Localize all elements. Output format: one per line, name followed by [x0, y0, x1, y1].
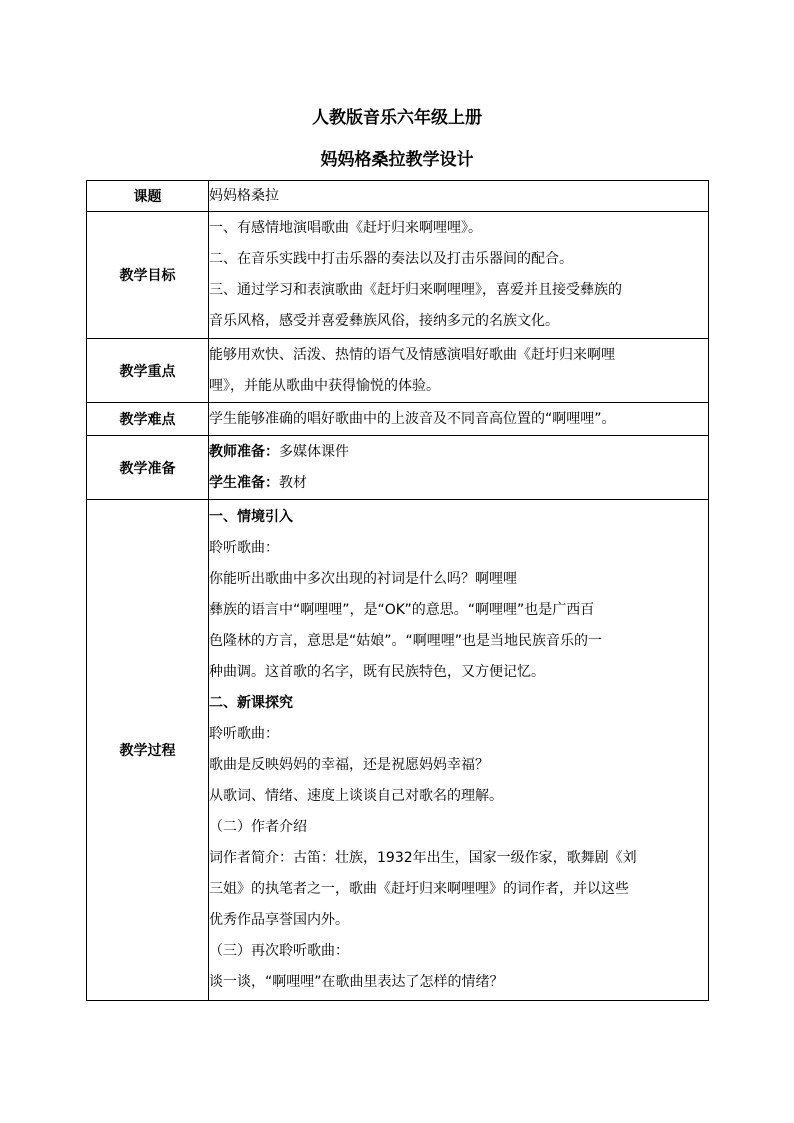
difficulties-label: 教学难点	[87, 403, 209, 436]
topic-value: 妈妈格桑拉	[209, 187, 279, 204]
student-preparation-value: 教材	[279, 474, 307, 491]
process-line: 三姐》的执笔者之一，歌曲《赶圩归来啊哩哩》的词作者，并以这些	[209, 881, 629, 897]
objective-line: 音乐风格，感受并喜爱彝族风俗，接纳多元的名族文化。	[209, 313, 559, 329]
objective-line: 二、在音乐实践中打击乐器的奏法以及打击乐器间的配合。	[209, 251, 573, 267]
objective-line: 三、通过学习和表演歌曲《赶圩归来啊哩哩》，喜爱并且接受彝族的	[209, 282, 622, 298]
student-preparation-label: 学生准备：	[209, 474, 279, 491]
difficulties-cell	[209, 403, 709, 436]
teacher-preparation-label: 教师准备：	[209, 443, 279, 460]
key-points-label: 教学重点	[87, 339, 209, 403]
process-line: 谈一谈，“啊哩哩”在歌曲里表达了怎样的情绪？	[209, 974, 504, 990]
teacher-preparation-value: 多媒体课件	[279, 443, 349, 460]
document-title: 人教版音乐六年级上册	[312, 108, 482, 128]
process-line: 优秀作品享誉国内外。	[209, 912, 349, 928]
section-heading: 一、情境引入	[209, 509, 293, 525]
process-cell	[209, 500, 709, 1001]
process-line: （二）作者介绍	[209, 819, 307, 835]
process-line: 你能听出歌曲中多次出现的衬词是什么吗？啊哩哩	[209, 571, 517, 587]
process-line: 彝族的语言中“啊哩哩”，是“OK”的意思。“啊哩哩”也是广西百	[209, 602, 595, 618]
process-line: 种曲调。这首歌的名字，既有民族特色，又方便记忆。	[209, 664, 545, 680]
difficulty-line: 学生能够准确的唱好歌曲中的上波音及不同音高位置的“啊哩哩”。	[209, 410, 616, 427]
process-line: 从歌词、情绪、速度上谈谈自己对歌名的理解。	[209, 788, 503, 804]
table-row-process	[87, 500, 709, 1001]
process-line: （三）再次聆听歌曲：	[209, 943, 349, 959]
table-row-topic	[87, 181, 709, 212]
key-points-cell	[209, 339, 709, 403]
topic-label: 课题	[87, 181, 209, 212]
objectives-cell	[209, 212, 709, 339]
lesson-plan-table	[86, 180, 709, 1001]
process-label: 教学过程	[87, 500, 209, 1001]
process-line: 聆听歌曲：	[209, 726, 279, 742]
objectives-label: 教学目标	[87, 212, 209, 339]
table-row-objectives	[87, 212, 709, 339]
table-row-key-points	[87, 339, 709, 403]
topic-value-cell	[209, 181, 709, 212]
section-heading: 二、新课探究	[209, 695, 293, 711]
preparation-label: 教学准备	[87, 436, 209, 500]
key-point-line: 哩》，并能从歌曲中获得愉悦的体验。	[209, 377, 440, 394]
preparation-cell	[209, 436, 709, 500]
table-row-difficulties	[87, 403, 709, 436]
objective-line: 一、有感情地演唱歌曲《赶圩归来啊哩哩》。	[209, 220, 482, 236]
table-row-preparation	[87, 436, 709, 500]
document-subtitle: 妈妈格桑拉教学设计	[320, 150, 474, 170]
process-line: 聆听歌曲：	[209, 540, 279, 556]
student-preparation	[209, 468, 708, 499]
teacher-preparation	[209, 437, 708, 468]
process-line: 色隆林的方言，意思是“姑娘”。“啊哩哩”也是当地民族音乐的一	[209, 633, 603, 649]
process-line: 歌曲是反映妈妈的幸福，还是祝愿妈妈幸福？	[209, 757, 489, 773]
key-point-line: 能够用欢快、活泼、热情的语气及情感演唱好歌曲《赶圩归来啊哩	[209, 346, 615, 363]
process-line: 词作者简介：古笛：壮族，1932年出生，国家一级作家，歌舞剧《刘	[209, 850, 637, 866]
